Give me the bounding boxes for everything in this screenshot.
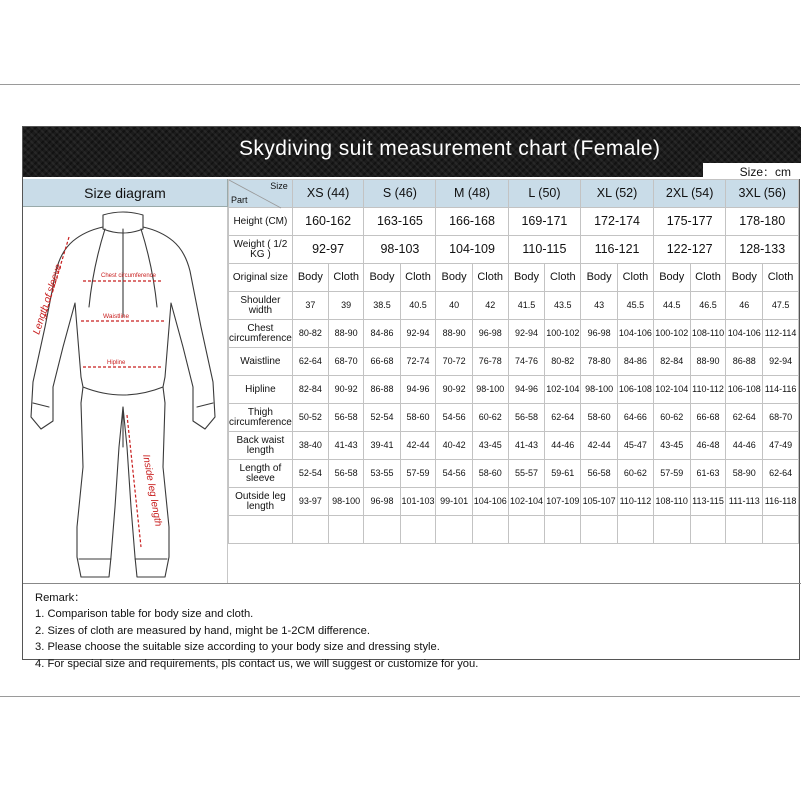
empty-cell [364, 516, 400, 544]
measurement-value: 47-49 [763, 432, 799, 460]
height-value: 160-162 [292, 208, 364, 236]
measurement-value: 39-41 [364, 432, 400, 460]
measurement-value: 54-56 [436, 404, 472, 432]
measurement-value: 114-116 [763, 376, 799, 404]
measurement-label: Length of sleeve [229, 460, 293, 488]
size-header-row [229, 180, 799, 208]
measurement-value: 82-84 [653, 348, 690, 376]
measurement-value: 58-60 [472, 460, 508, 488]
measurement-value: 56-58 [328, 404, 363, 432]
measurement-value: 90-92 [328, 376, 363, 404]
measurement-value: 44-46 [726, 432, 763, 460]
label-inside-leg: Inside leg length [140, 453, 164, 528]
measurement-value: 44.5 [653, 292, 690, 320]
measurement-value: 53-55 [364, 460, 400, 488]
height-value: 169-171 [508, 208, 581, 236]
measurement-value: 60-62 [618, 460, 654, 488]
remark-item: 4. For special size and requirements, pls contact us, we will suggest or customize for you. [35, 657, 479, 670]
measurement-value: 107-109 [545, 488, 581, 516]
measurement-chart [22, 126, 800, 670]
measurement-value: 57-59 [653, 460, 690, 488]
measurement-value: 88-90 [436, 320, 472, 348]
cloth-column-label: Cloth [618, 264, 654, 292]
body-column-label: Body [726, 264, 763, 292]
measurement-value: 92-94 [400, 320, 436, 348]
measurement-value: 66-68 [364, 348, 400, 376]
measurement-value: 92-94 [508, 320, 545, 348]
empty-cell [400, 516, 436, 544]
measurement-value: 102-104 [653, 376, 690, 404]
measurement-value: 43-45 [653, 432, 690, 460]
size-column-header: S (46) [364, 180, 436, 208]
measurement-value: 98-100 [581, 376, 618, 404]
measurement-value: 42 [472, 292, 508, 320]
body-column-label: Body [364, 264, 400, 292]
corner-size-label: Size [270, 181, 288, 191]
cloth-column-label: Cloth [690, 264, 726, 292]
size-column-header: 2XL (54) [653, 180, 726, 208]
measurement-value: 98-100 [472, 376, 508, 404]
label-hipline: Hipline [107, 360, 126, 366]
measurement-value: 100-102 [545, 320, 581, 348]
empty-cell [763, 516, 799, 544]
measurement-value: 61-63 [690, 460, 726, 488]
measurement-value: 46-48 [690, 432, 726, 460]
measurement-value: 108-110 [690, 320, 726, 348]
size-column-header: XL (52) [581, 180, 654, 208]
height-value: 163-165 [364, 208, 436, 236]
measurement-value: 52-54 [364, 404, 400, 432]
measurement-value: 68-70 [763, 404, 799, 432]
measurement-row [229, 376, 799, 404]
size-column-header: XS (44) [292, 180, 364, 208]
height-value: 175-177 [653, 208, 726, 236]
measurement-value: 98-100 [328, 488, 363, 516]
measurement-value: 101-103 [400, 488, 436, 516]
measurement-value: 93-97 [292, 488, 328, 516]
empty-cell [508, 516, 545, 544]
label-length-of-sleeve: Length of sleeve [31, 262, 65, 336]
measurement-value: 96-98 [472, 320, 508, 348]
measurement-value: 52-54 [292, 460, 328, 488]
measurement-value: 37 [292, 292, 328, 320]
measurement-value: 100-102 [653, 320, 690, 348]
measurement-value: 84-86 [618, 348, 654, 376]
weight-value: 92-97 [292, 236, 364, 264]
weight-value: 98-103 [364, 236, 436, 264]
measurement-value: 40 [436, 292, 472, 320]
measurement-value: 80-82 [292, 320, 328, 348]
measurement-value: 43 [581, 292, 618, 320]
measurement-label: Waistline [229, 348, 293, 376]
measurement-label: Back waist length [229, 432, 293, 460]
empty-cell [472, 516, 508, 544]
measurement-value: 56-58 [328, 460, 363, 488]
measurement-row [229, 292, 799, 320]
measurement-value: 44-46 [545, 432, 581, 460]
measurement-value: 102-104 [508, 488, 545, 516]
measurement-label: Outside leg length [229, 488, 293, 516]
label-waistline: Waistline [103, 313, 130, 320]
empty-cell [328, 516, 363, 544]
measurement-value: 113-115 [690, 488, 726, 516]
measurement-value: 39 [328, 292, 363, 320]
cloth-column-label: Cloth [763, 264, 799, 292]
size-unit-label: Size：cm [703, 163, 801, 179]
measurement-value: 46.5 [690, 292, 726, 320]
body-column-label: Body [436, 264, 472, 292]
measurement-labels [31, 262, 163, 527]
measurement-value: 58-60 [581, 404, 618, 432]
measurement-value: 104-106 [472, 488, 508, 516]
measurement-value: 78-80 [581, 348, 618, 376]
empty-cell [545, 516, 581, 544]
body-column-label: Body [581, 264, 618, 292]
measurement-row [229, 404, 799, 432]
measurement-row [229, 320, 799, 348]
weight-value: 128-133 [726, 236, 799, 264]
measurement-value: 90-92 [436, 376, 472, 404]
measurement-value: 54-56 [436, 460, 472, 488]
measurement-value: 110-112 [618, 488, 654, 516]
measurement-value: 58-90 [726, 460, 763, 488]
empty-cell [581, 516, 618, 544]
measurement-value: 88-90 [690, 348, 726, 376]
measurement-value: 111-113 [726, 488, 763, 516]
measurement-value: 92-94 [763, 348, 799, 376]
corner-part-label: Part [231, 194, 248, 205]
weight-value: 122-127 [653, 236, 726, 264]
measurement-value: 41-43 [508, 432, 545, 460]
measurement-value: 41.5 [508, 292, 545, 320]
measurement-row [229, 488, 799, 516]
measurement-value: 43-45 [472, 432, 508, 460]
measurement-value: 40-42 [436, 432, 472, 460]
remark-item: 3. Please choose the suitable size according to your body size and dressing style. [35, 641, 440, 654]
measurement-value: 86-88 [726, 348, 763, 376]
weight-label: Weight ( 1/2 KG ) [229, 236, 293, 264]
measurement-value: 42-44 [581, 432, 618, 460]
measurement-value: 104-106 [726, 320, 763, 348]
measurement-value: 42-44 [400, 432, 436, 460]
chart-title: Skydiving suit measurement chart (Female) [239, 137, 661, 160]
measurement-value: 50-52 [292, 404, 328, 432]
remark-heading: Remark： [35, 592, 86, 604]
measurement-label: Hipline [229, 376, 293, 404]
height-value: 178-180 [726, 208, 799, 236]
original-size-row [229, 264, 799, 292]
measurement-value: 62-64 [726, 404, 763, 432]
measurement-value: 62-64 [545, 404, 581, 432]
measurement-value: 41-43 [328, 432, 363, 460]
size-column-header: L (50) [508, 180, 581, 208]
body-column-label: Body [292, 264, 328, 292]
measurement-value: 72-74 [400, 348, 436, 376]
measurement-value: 56-58 [508, 404, 545, 432]
measurement-value: 66-68 [690, 404, 726, 432]
empty-cell [653, 516, 690, 544]
measurement-value: 70-72 [436, 348, 472, 376]
measurement-value: 59-61 [545, 460, 581, 488]
measurement-value: 60-62 [472, 404, 508, 432]
cloth-column-label: Cloth [400, 264, 436, 292]
measurement-value: 64-66 [618, 404, 654, 432]
measurement-value: 60-62 [653, 404, 690, 432]
height-value: 172-174 [581, 208, 654, 236]
measurement-value: 43.5 [545, 292, 581, 320]
measurement-value: 40.5 [400, 292, 436, 320]
measurement-value: 106-108 [618, 376, 654, 404]
measurement-value: 82-84 [292, 376, 328, 404]
measurement-value: 102-104 [545, 376, 581, 404]
top-rule [0, 84, 800, 85]
empty-cell [436, 516, 472, 544]
measurement-value: 57-59 [400, 460, 436, 488]
measurement-value: 96-98 [581, 320, 618, 348]
height-row [229, 208, 799, 236]
measurement-row [229, 432, 799, 460]
height-label: Height (CM) [229, 208, 293, 236]
remark-section [23, 583, 801, 670]
measurement-value: 55-57 [508, 460, 545, 488]
measurement-value: 62-64 [763, 460, 799, 488]
height-value: 166-168 [436, 208, 508, 236]
measurement-label: Thigh circumference [229, 404, 293, 432]
original-size-label: Original size [229, 264, 293, 292]
measurement-value: 46 [726, 292, 763, 320]
cloth-column-label: Cloth [328, 264, 363, 292]
body-column-label: Body [653, 264, 690, 292]
empty-cell [229, 516, 293, 544]
empty-cell [618, 516, 654, 544]
measurement-value: 38.5 [364, 292, 400, 320]
weight-row [229, 236, 799, 264]
label-chest: Chest circumference [101, 273, 157, 279]
measurement-value: 112-114 [763, 320, 799, 348]
measurement-value: 105-107 [581, 488, 618, 516]
measurement-value: 88-90 [328, 320, 363, 348]
size-diagram [23, 207, 228, 583]
weight-value: 110-115 [508, 236, 581, 264]
corner-cell [229, 180, 293, 208]
measurement-row [229, 348, 799, 376]
body-column-label: Body [508, 264, 545, 292]
measurement-value: 38-40 [292, 432, 328, 460]
cloth-column-label: Cloth [545, 264, 581, 292]
measurement-label: Chest circumference [229, 320, 293, 348]
weight-value: 104-109 [436, 236, 508, 264]
empty-cell [726, 516, 763, 544]
measurement-value: 94-96 [508, 376, 545, 404]
size-diagram-header: Size diagram [23, 179, 228, 207]
measurement-value: 45.5 [618, 292, 654, 320]
measurement-value: 86-88 [364, 376, 400, 404]
cloth-column-label: Cloth [472, 264, 508, 292]
measurement-value: 56-58 [581, 460, 618, 488]
remark-item: 2. Sizes of cloth are measured by hand, might be 1-2CM difference. [35, 624, 370, 637]
size-column-header: M (48) [436, 180, 508, 208]
measurement-value: 68-70 [328, 348, 363, 376]
weight-value: 116-121 [581, 236, 654, 264]
measurement-value: 94-96 [400, 376, 436, 404]
jumpsuit-illustration [23, 207, 228, 583]
measurement-value: 110-112 [690, 376, 726, 404]
size-column-header: 3XL (56) [726, 180, 799, 208]
measurement-value: 104-106 [618, 320, 654, 348]
title-bar [23, 127, 801, 177]
size-table [228, 179, 799, 544]
empty-row [229, 516, 799, 544]
measurement-value: 108-110 [653, 488, 690, 516]
measurement-value: 96-98 [364, 488, 400, 516]
bottom-rule [0, 696, 800, 697]
measurement-value: 84-86 [364, 320, 400, 348]
measurement-label: Shoulder width [229, 292, 293, 320]
measurement-value: 80-82 [545, 348, 581, 376]
measurement-value: 47.5 [763, 292, 799, 320]
measurement-value: 45-47 [618, 432, 654, 460]
measurement-value: 76-78 [472, 348, 508, 376]
measurement-value: 58-60 [400, 404, 436, 432]
measurement-value: 99-101 [436, 488, 472, 516]
empty-cell [690, 516, 726, 544]
measurement-value: 74-76 [508, 348, 545, 376]
measurement-value: 62-64 [292, 348, 328, 376]
remark-item: 1. Comparison table for body size and cloth. [35, 608, 254, 621]
empty-cell [292, 516, 328, 544]
measurement-value: 116-118 [763, 488, 799, 516]
measurement-value: 106-108 [726, 376, 763, 404]
measurement-row [229, 460, 799, 488]
